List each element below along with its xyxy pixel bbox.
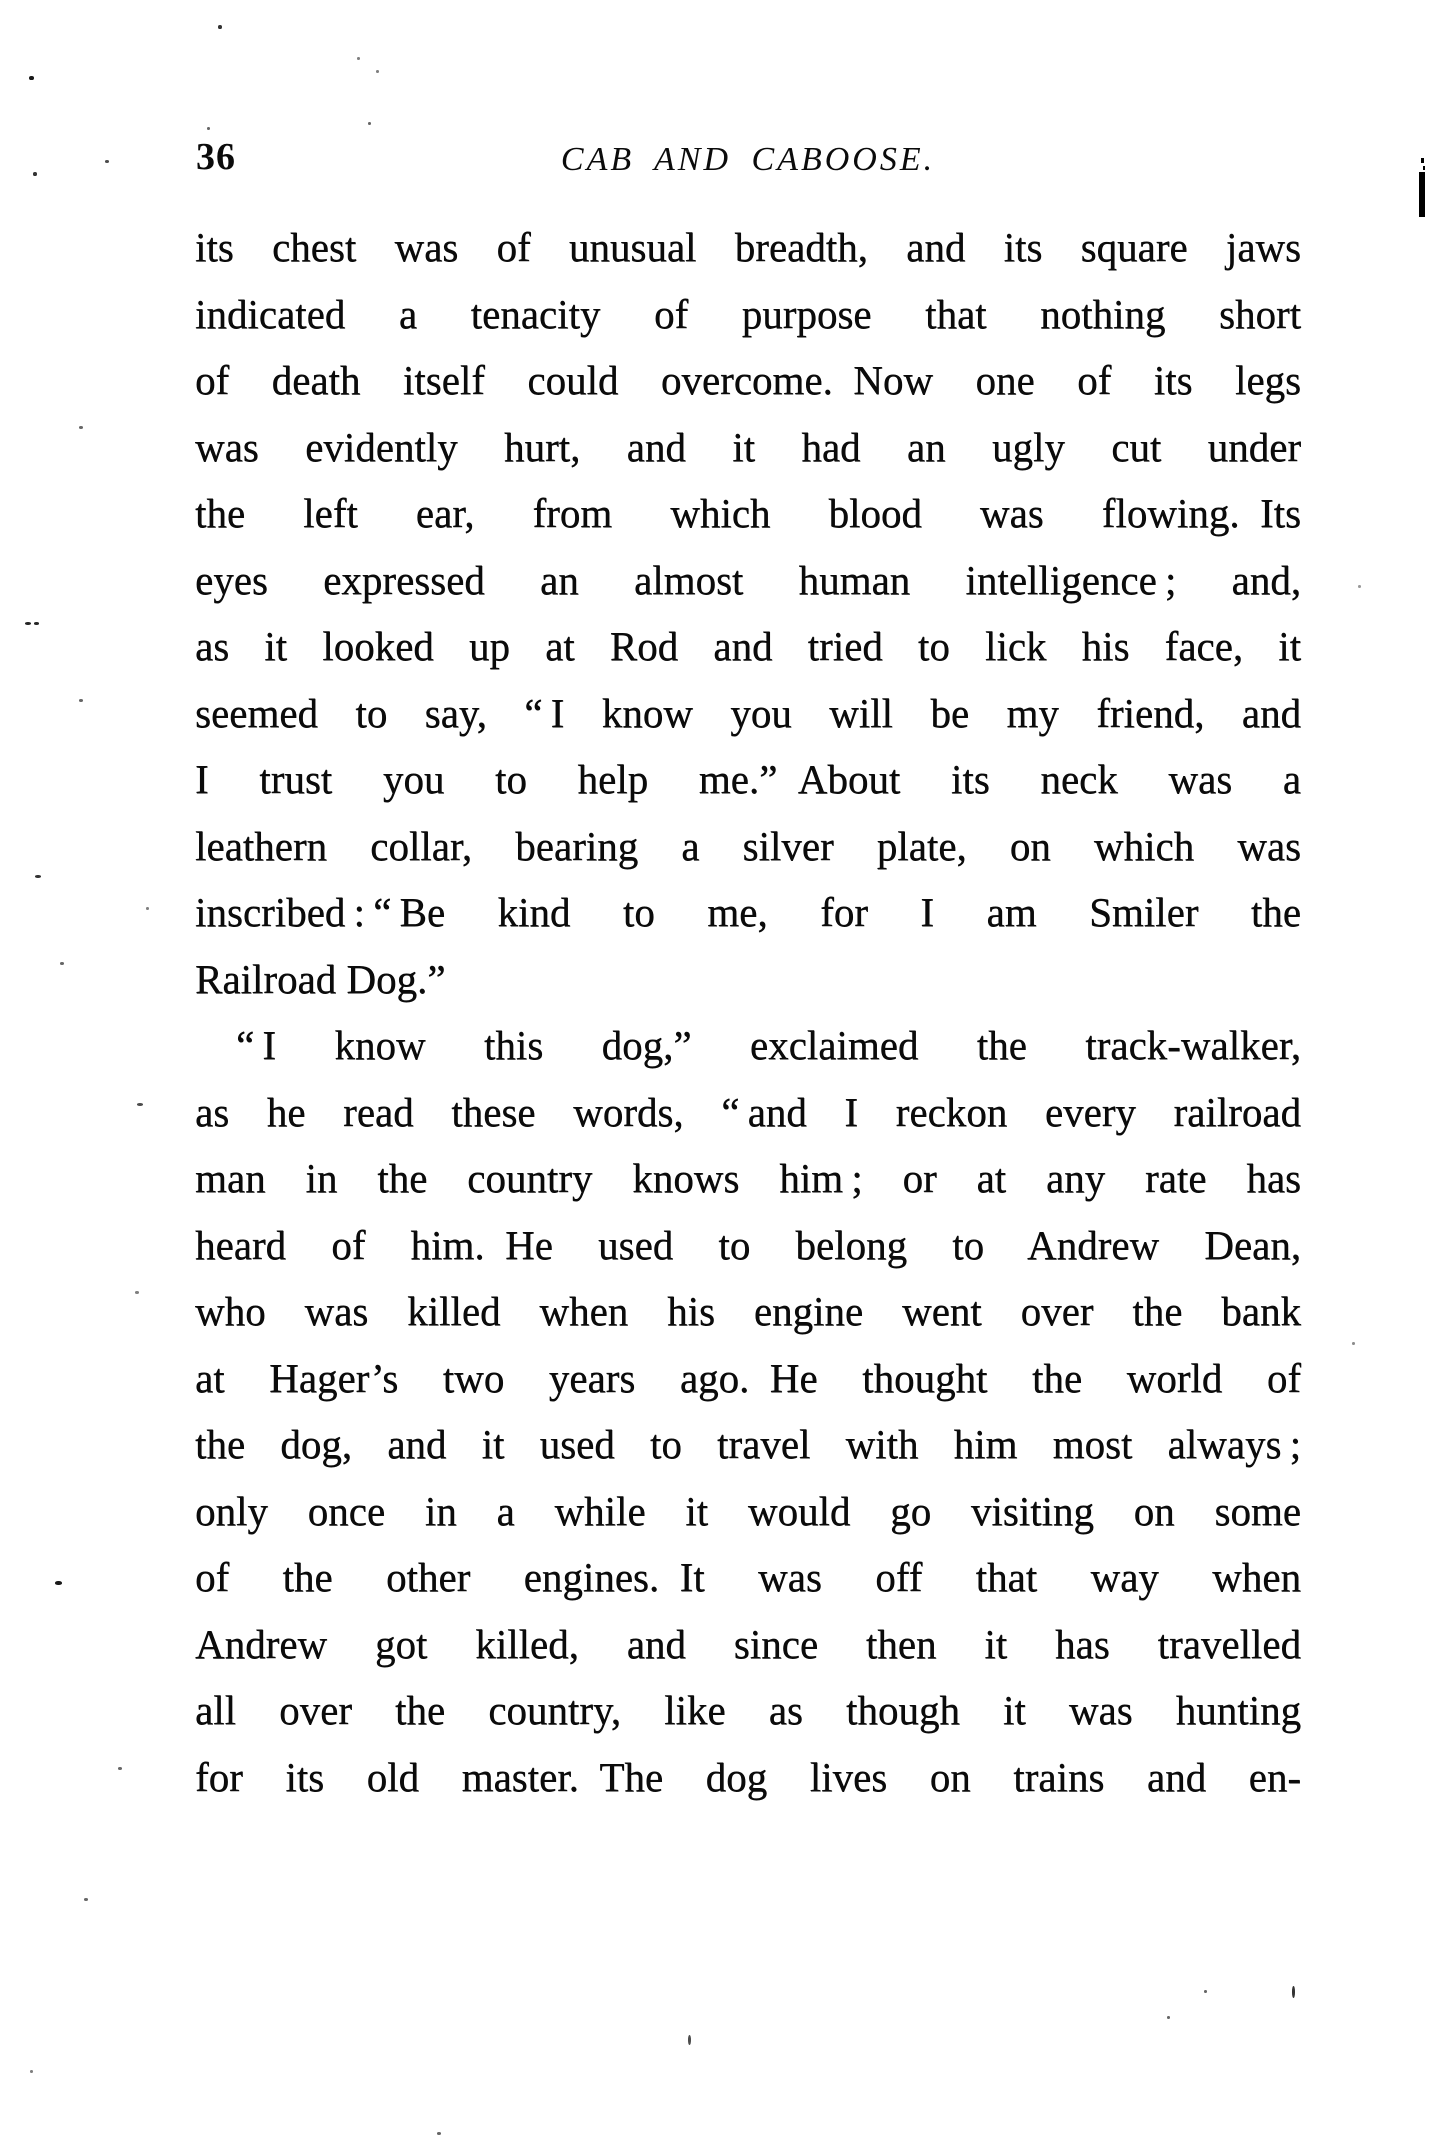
ink-speck (146, 907, 149, 910)
ink-speck (84, 1898, 88, 1901)
text-line: heard of him. He used to belong to Andrew Dean, (195, 1221, 1301, 1268)
ink-mark (1419, 172, 1425, 217)
ink-speck (29, 76, 34, 80)
text-line: “ I know this dog,” exclaimed the track-walker, (236, 1022, 1301, 1068)
ink-speck (1167, 2016, 1170, 2019)
text-line: indicated a tenacity of purpose that nothing short (195, 290, 1301, 337)
ink-speck (60, 962, 64, 965)
text-block (195, 214, 1301, 1810)
text-line: leathern collar, bearing a silver plate, on which was (195, 822, 1301, 869)
paragraph (195, 1012, 1301, 1810)
ink-mark (1421, 158, 1424, 163)
ink-speck (79, 699, 83, 702)
ink-speck (55, 1581, 62, 1585)
ink-speck (1204, 1990, 1207, 1993)
text-line: of the other engines. It was off that way when (195, 1554, 1301, 1600)
page-number: 36 (196, 136, 236, 178)
text-line: only once in a while it would go visiting on some (195, 1487, 1301, 1534)
ink-speck (34, 622, 39, 625)
ink-speck (688, 2035, 691, 2045)
text-line: at Hager’s two years ago. He thought the world of (195, 1354, 1301, 1401)
ink-speck (33, 172, 37, 176)
ink-speck (1358, 585, 1361, 588)
text-line: its chest was of unusual breadth, and its square jaws (195, 224, 1301, 270)
text-line: as it looked up at Rod and tried to lick his face, it (195, 623, 1301, 669)
paragraph (195, 214, 1301, 1012)
text-line: I trust you to help me.” About its neck was a (195, 756, 1301, 802)
ink-speck (135, 1291, 139, 1294)
text-line: eyes expressed an almost human intelligence ; and, (195, 556, 1301, 603)
text-line: for its old master. The dog lives on trains and en- (195, 1753, 1301, 1800)
ink-speck (35, 875, 41, 878)
ink-speck (376, 70, 379, 73)
ink-speck (437, 2132, 441, 2135)
text-line: inscribed : “ Be kind to me, for I am Smiler the (195, 889, 1301, 935)
text-line: who was killed when his engine went over the bank (195, 1288, 1301, 1334)
ink-speck (1292, 1986, 1295, 1998)
text-line: was evidently hurt, and it had an ugly cut under (195, 423, 1301, 470)
ink-speck (1352, 1342, 1355, 1345)
text-line: Railroad Dog.” (195, 955, 446, 1002)
ink-speck (79, 426, 83, 429)
text-line: of death itself could overcome. Now one of its legs (195, 357, 1301, 403)
ink-speck (25, 622, 31, 625)
ink-mark (1423, 166, 1425, 170)
ink-speck (207, 127, 210, 130)
text-line: man in the country knows him ; or at any rate has (195, 1155, 1301, 1201)
text-line: all over the country, like as though it was hunting (195, 1687, 1301, 1733)
ink-speck (357, 57, 360, 60)
text-line: seemed to say, “ I know you will be my friend, and (195, 689, 1301, 736)
text-line: Andrew got killed, and since then it has travelled (195, 1620, 1301, 1667)
text-line: the dog, and it used to travel with him most always ; (195, 1421, 1301, 1467)
ink-speck (105, 160, 109, 163)
ink-speck (118, 1767, 122, 1770)
text-line: as he read these words, “ and I reckon every railroad (195, 1088, 1301, 1135)
ink-speck (137, 1103, 143, 1106)
ink-speck (30, 2070, 33, 2073)
running-title: CAB AND CABOOSE. (560, 141, 936, 178)
ink-speck (218, 25, 222, 29)
text-line: the left ear, from which blood was flowing. Its (195, 490, 1301, 536)
ink-speck (368, 122, 371, 125)
